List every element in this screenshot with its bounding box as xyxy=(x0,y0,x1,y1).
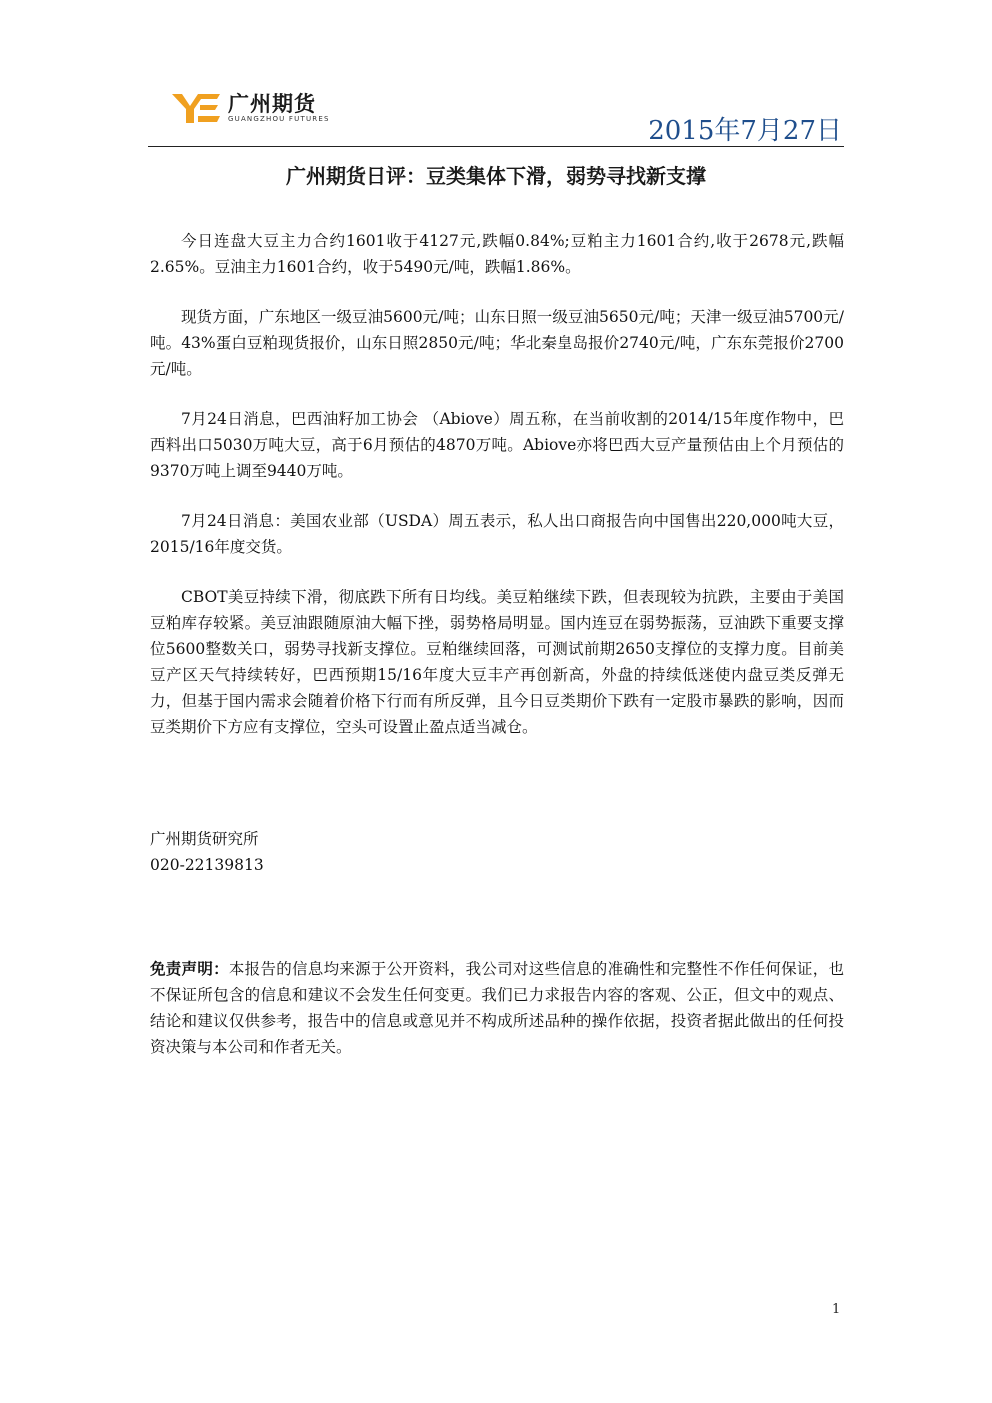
paragraph-abiove-news: 7月24日消息，巴西油籽加工协会 （Abiove）周五称，在当前收割的2014/15年度作物中，巴西料出口5030万吨大豆，高于6月预估的4870万吨。Abiove亦将巴西大豆产量预估由上个月预估的9370万吨上调至9440万吨。 xyxy=(150,410,844,480)
disclaimer-text: 本报告的信息均来源于公开资料，我公司对这些信息的准确性和完整性不作任何保证，也不保证所包含的信息和建议不会发生任何变更。我们已力求报告内容的客观、公正，但文中的观点、结论和建议仅供参考，报告中的信息或意见并不构成所述品种的操作依据，投资者据此做出的任何投资决策与本公司和作者无关。 xyxy=(150,960,844,1056)
paragraph-analysis: CBOT美豆持续下滑，彻底跌下所有日均线。美豆粕继续下跌，但表现较为抗跌，主要由于美国豆粕库存较紧。美豆油跟随原油大幅下挫，弱势格局明显。国内连豆在弱势振荡，豆油跌下重要支撑位5600整数关口，弱势寻找新支撑位。豆粕继续回落，可测试前期2650支撑位的支撑力度。目前美豆产区天气持续转好，巴西预期15/16年度大豆丰产再创新高，外盘的持续低迷使内盘豆类反弹无力，但基于国内需求会随着价格下行而有所反弹，且今日豆类期价下跌有一定股市暴跌的影响，因而豆类期价下方应有支撑位，空头可设置止盈点适当减仓。 xyxy=(150,588,844,736)
signature-phone: 020-22139813 xyxy=(150,856,264,874)
logo-text-en: GUANGZHOU FUTURES xyxy=(228,115,330,123)
company-logo xyxy=(170,88,345,132)
header-divider xyxy=(148,146,844,147)
paragraph-usda-news: 7月24日消息：美国农业部（USDA）周五表示，私人出口商报告向中国售出220,000吨大豆，2015/16年度交货。 xyxy=(150,512,844,556)
logo-text-cn: 广州期货 xyxy=(228,92,316,116)
signature-block xyxy=(150,826,264,878)
page-number: 1 xyxy=(832,1302,841,1317)
signature-org: 广州期货研究所 xyxy=(150,830,259,848)
disclaimer-label: 免责声明： xyxy=(150,960,229,978)
report-date: 2015年7月27日 xyxy=(648,116,842,146)
guangzhou-futures-logo-icon xyxy=(170,90,222,126)
report-title: 广州期货日评：豆类集体下滑，弱势寻找新支撑 xyxy=(286,164,706,188)
report-body xyxy=(150,228,844,764)
disclaimer xyxy=(150,956,844,1060)
paragraph-market-close: 今日连盘大豆主力合约1601收于4127元,跌幅0.84%;豆粕主力1601合约,收于2678元,跌幅2.65%。豆油主力1601合约，收于5490元/吨，跌幅1.86%。 xyxy=(150,232,844,276)
paragraph-spot-prices: 现货方面，广东地区一级豆油5600元/吨；山东日照一级豆油5650元/吨；天津一级豆油5700元/吨。43%蛋白豆粕现货报价，山东日照2850元/吨；华北秦皇岛报价2740元/吨，广东东莞报价2700元/吨。 xyxy=(150,308,844,378)
